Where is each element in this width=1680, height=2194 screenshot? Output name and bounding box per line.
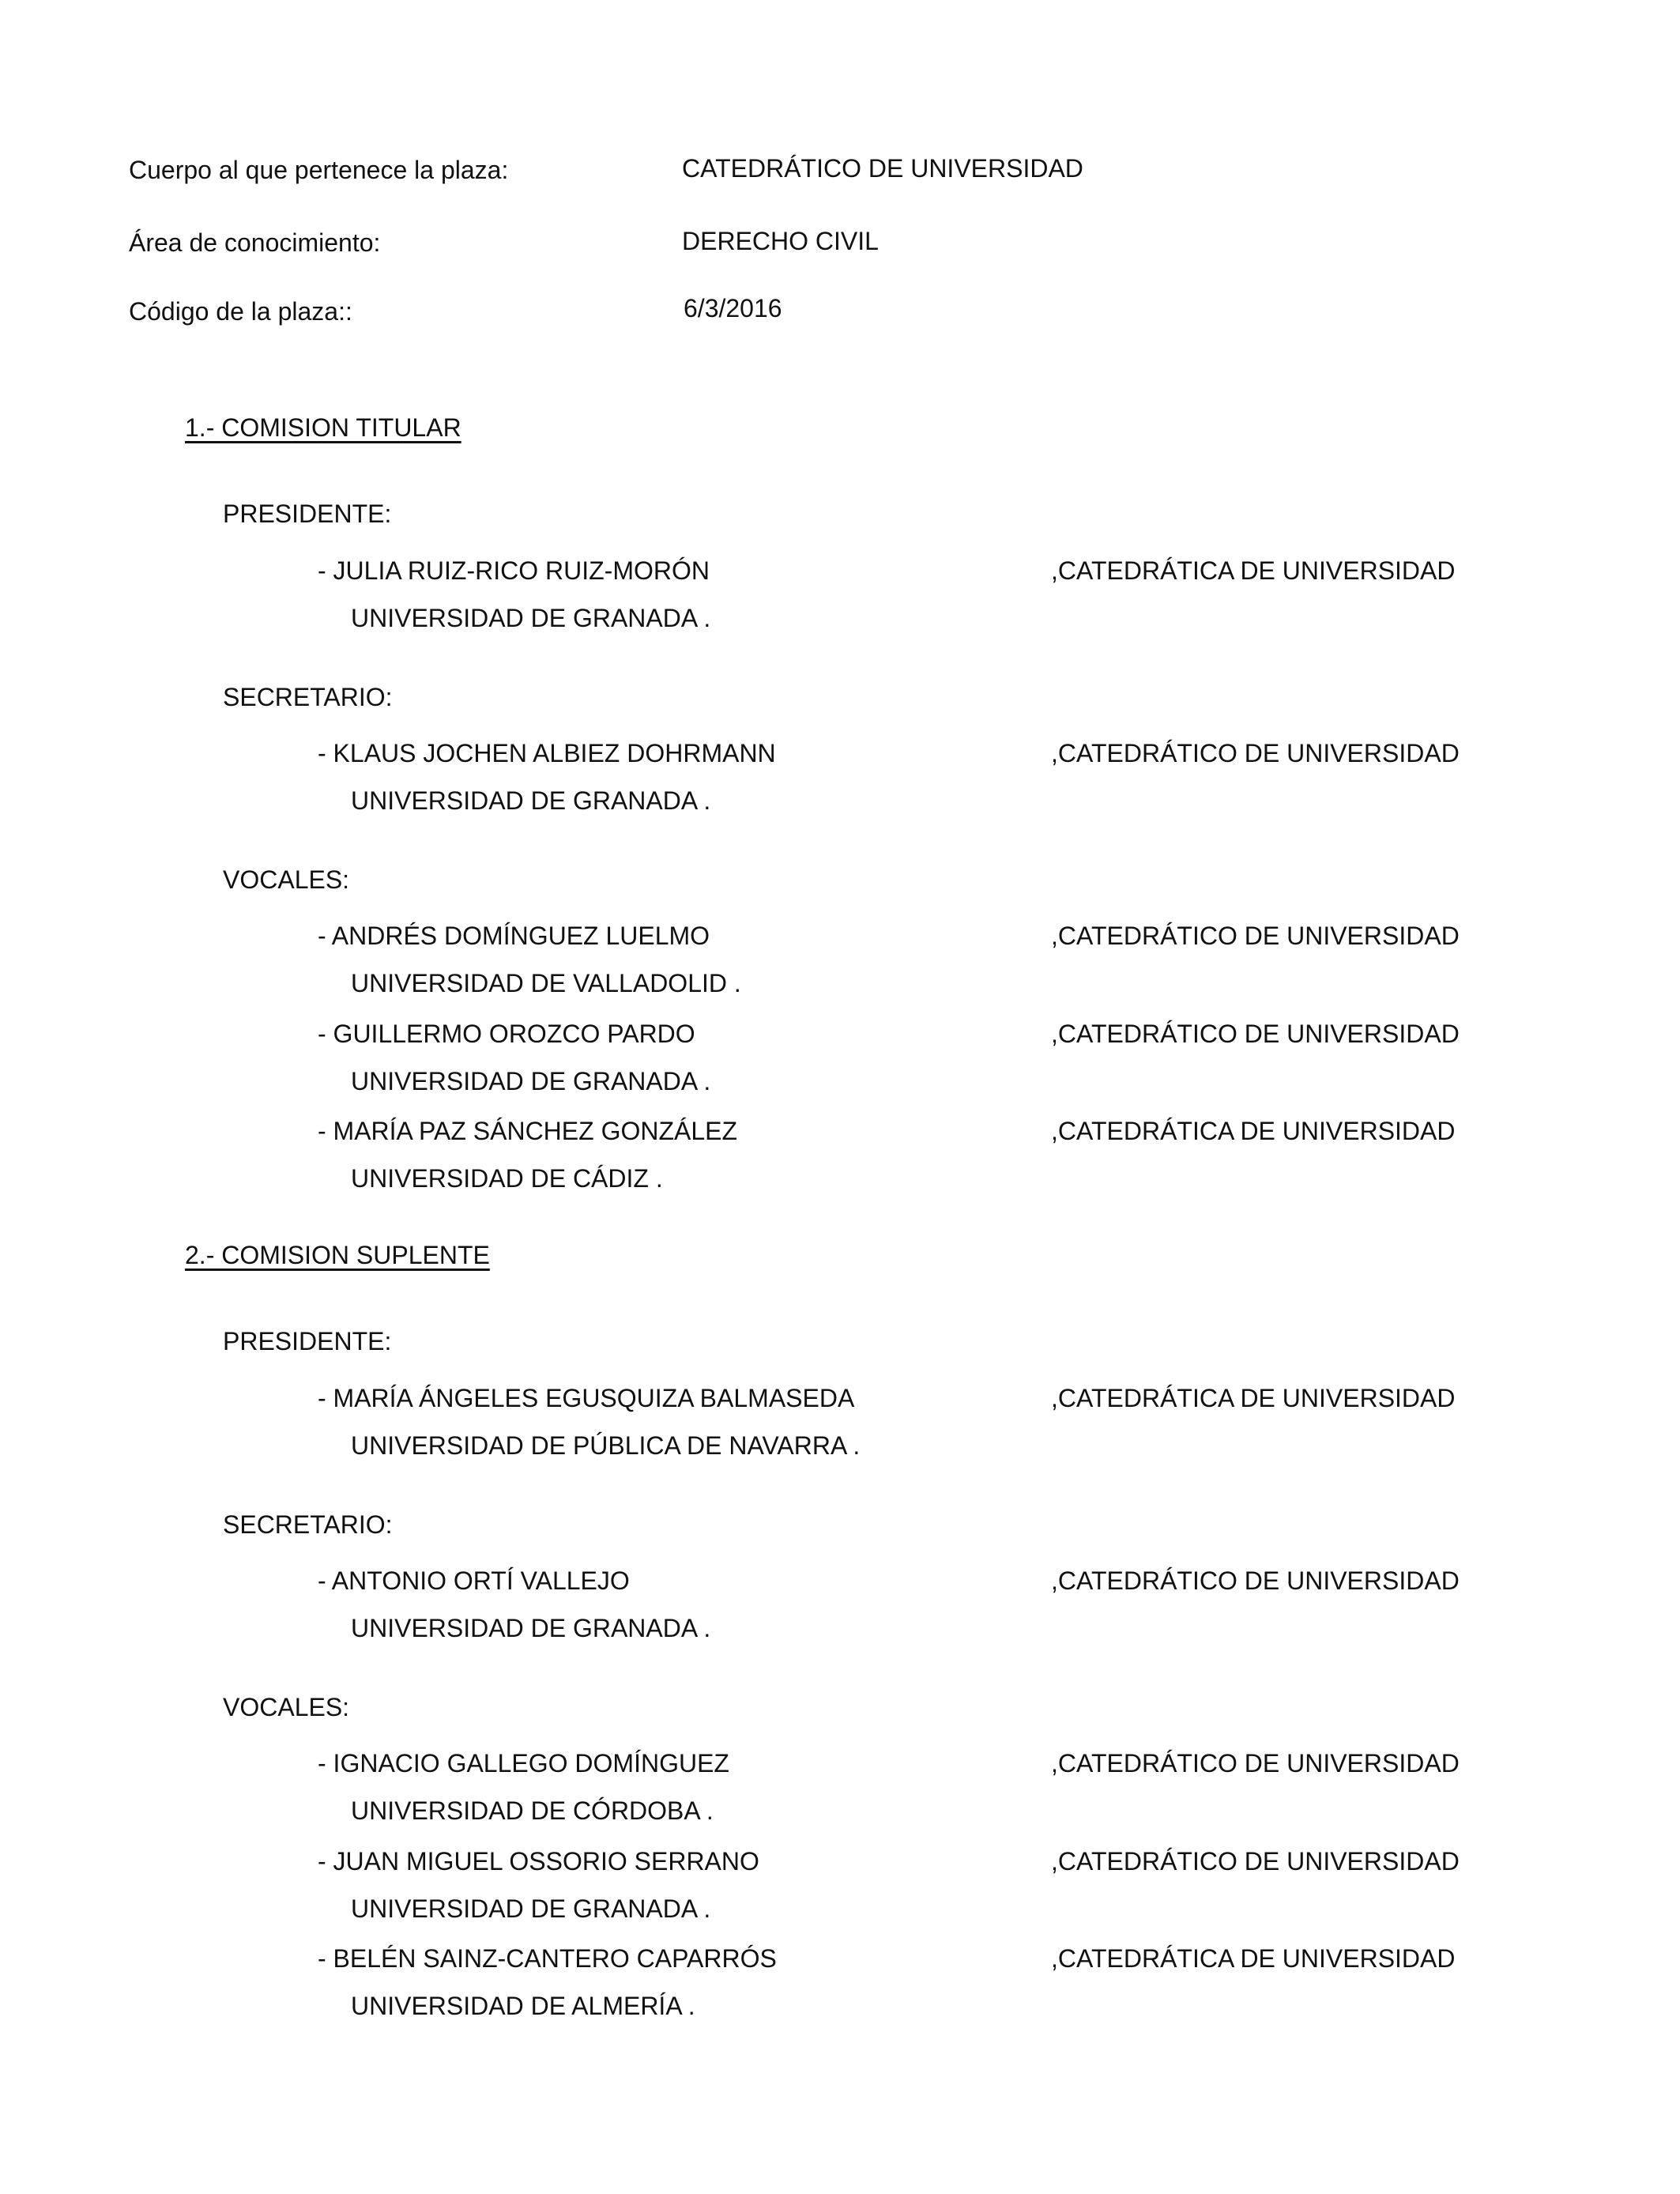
suplente-vocales-label: VOCALES: — [223, 1693, 350, 1721]
titular-member-university: UNIVERSIDAD DE CÁDIZ . — [351, 1164, 663, 1193]
codigo-label: Código de la plaza:: — [129, 297, 352, 326]
titular-member-title: ,CATEDRÁTICO DE UNIVERSIDAD — [1051, 922, 1460, 950]
suplente-member-title: ,CATEDRÁTICO DE UNIVERSIDAD — [1051, 1847, 1460, 1875]
cuerpo-value: CATEDRÁTICO DE UNIVERSIDAD — [682, 154, 1083, 183]
cuerpo-label: Cuerpo al que pertenece la plaza: — [129, 156, 509, 184]
titular-member-title: ,CATEDRÁTICO DE UNIVERSIDAD — [1051, 1020, 1460, 1048]
suplente-presidente-label: PRESIDENTE: — [223, 1327, 392, 1355]
suplente-member-university: UNIVERSIDAD DE GRANADA . — [351, 1894, 711, 1923]
titular-secretario-label: SECRETARIO: — [223, 683, 393, 711]
suplente-member-name: - IGNACIO GALLEGO DOMÍNGUEZ — [318, 1749, 729, 1777]
suplente-member-title: ,CATEDRÁTICO DE UNIVERSIDAD — [1051, 1749, 1460, 1777]
suplente-member-university: UNIVERSIDAD DE PÚBLICA DE NAVARRA . — [351, 1431, 861, 1460]
titular-member-name: - MARÍA PAZ SÁNCHEZ GONZÁLEZ — [318, 1117, 738, 1145]
titular-member-university: UNIVERSIDAD DE GRANADA . — [351, 786, 711, 815]
area-value: DERECHO CIVIL — [682, 227, 879, 255]
titular-heading: 1.- COMISION TITULAR — [185, 413, 461, 442]
suplente-secretario-label: SECRETARIO: — [223, 1510, 393, 1539]
titular-member-university: UNIVERSIDAD DE GRANADA . — [351, 604, 711, 632]
titular-member-title: ,CATEDRÁTICA DE UNIVERSIDAD — [1051, 1117, 1456, 1145]
suplente-member-name: - MARÍA ÁNGELES EGUSQUIZA BALMASEDA — [318, 1384, 855, 1412]
titular-vocales-label: VOCALES: — [223, 865, 350, 894]
titular-member-name: - GUILLERMO OROZCO PARDO — [318, 1020, 695, 1048]
suplente-member-university: UNIVERSIDAD DE ALMERÍA . — [351, 1992, 695, 2020]
titular-member-university: UNIVERSIDAD DE GRANADA . — [351, 1067, 711, 1095]
titular-member-university: UNIVERSIDAD DE VALLADOLID . — [351, 969, 741, 997]
suplente-heading: 2.- COMISION SUPLENTE — [185, 1241, 490, 1269]
titular-member-name: - KLAUS JOCHEN ALBIEZ DOHRMANN — [318, 739, 776, 767]
suplente-member-title: ,CATEDRÁTICA DE UNIVERSIDAD — [1051, 1384, 1456, 1412]
suplente-member-title: ,CATEDRÁTICO DE UNIVERSIDAD — [1051, 1566, 1460, 1595]
area-label: Área de conocimiento: — [129, 228, 381, 257]
codigo-value: 6/3/2016 — [684, 294, 782, 322]
titular-member-name: - JULIA RUIZ-RICO RUIZ-MORÓN — [318, 556, 710, 585]
titular-presidente-label: PRESIDENTE: — [223, 499, 392, 528]
suplente-member-name: - JUAN MIGUEL OSSORIO SERRANO — [318, 1847, 759, 1875]
suplente-member-title: ,CATEDRÁTICA DE UNIVERSIDAD — [1051, 1944, 1456, 1973]
suplente-member-university: UNIVERSIDAD DE CÓRDOBA . — [351, 1796, 714, 1825]
suplente-member-name: - ANTONIO ORTÍ VALLEJO — [318, 1566, 630, 1595]
suplente-member-university: UNIVERSIDAD DE GRANADA . — [351, 1614, 711, 1642]
titular-member-title: ,CATEDRÁTICO DE UNIVERSIDAD — [1051, 739, 1460, 767]
titular-member-title: ,CATEDRÁTICA DE UNIVERSIDAD — [1051, 556, 1456, 585]
titular-member-name: - ANDRÉS DOMÍNGUEZ LUELMO — [318, 922, 710, 950]
suplente-member-name: - BELÉN SAINZ-CANTERO CAPARRÓS — [318, 1944, 777, 1973]
